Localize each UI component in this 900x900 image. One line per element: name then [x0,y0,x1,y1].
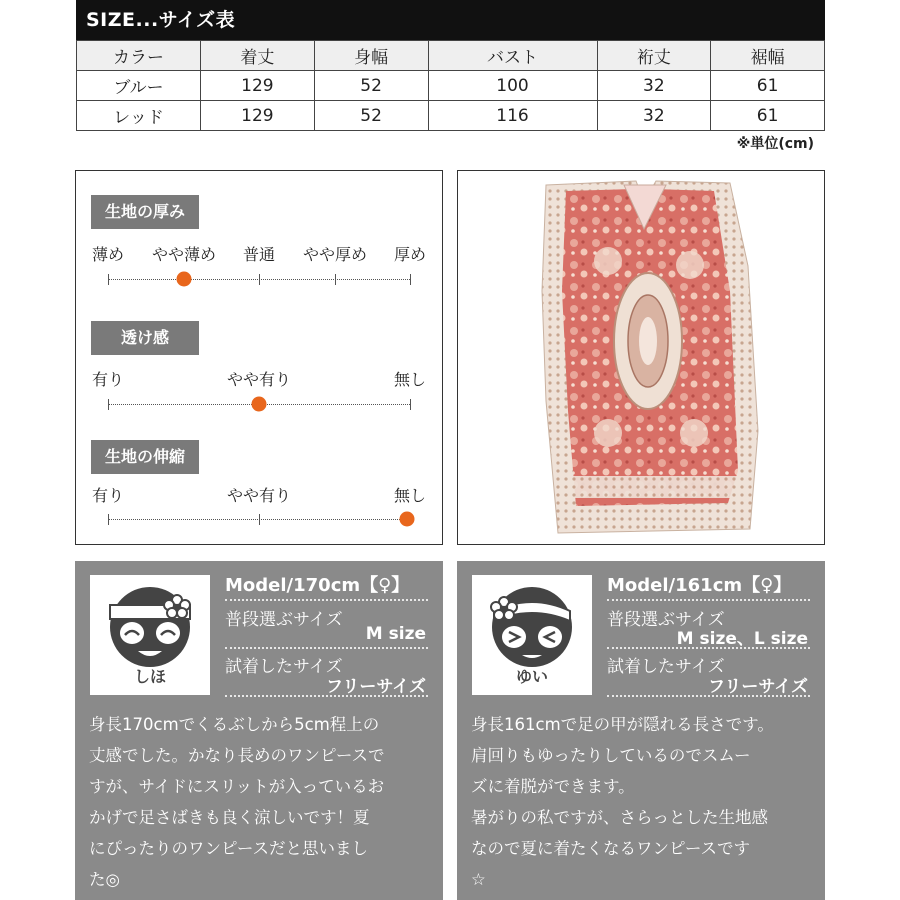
scale-tick [410,274,411,285]
divider [607,599,810,601]
sheerness-label: 透け感 [91,321,199,355]
comment-line: ☆ [471,870,486,889]
comment-line: 暑がりの私ですが、さらっとした生地感 [471,808,768,827]
model-comment [89,709,433,895]
table-cell: 52 [314,71,428,101]
table-cell: 32 [597,101,711,131]
comment-line: た◎ [89,870,120,889]
model-face-icon [90,575,210,675]
scale-word: 有り [91,370,125,389]
scale-word: 普通 [242,245,276,264]
table-cell: 116 [428,101,597,131]
fabric-properties-panel [75,170,443,545]
size-table [76,40,825,131]
scale-word: 厚め [393,245,427,264]
model-face-icon [472,575,592,675]
thickness-indicator-dot [177,272,192,287]
usual-size-label: 普段選ぶサイズ [607,610,725,630]
divider [225,599,428,601]
scale-word: やや薄め [151,245,217,264]
scale-word: やや厚め [302,245,368,264]
scale-tick [335,274,336,285]
thickness-label: 生地の厚み [91,195,199,229]
tried-size-label: 試着したサイズ [225,657,343,677]
header-cell: 裾幅 [711,41,825,71]
header-cell: 裄丈 [597,41,711,71]
header-cell: カラー [77,41,201,71]
comment-line: かげで足さばきも良く涼しいです！夏 [89,808,370,827]
model-title: Model/170cm【♀】 [225,575,410,596]
comment-line: すが、サイドにスリットが入っているお [89,777,385,796]
size-table-header-row [77,41,825,71]
sheerness-indicator-dot [252,397,267,412]
avatar [472,575,592,695]
comment-line: なので夏に着たくなるワンピースです [471,839,751,858]
model-comment [471,709,815,895]
usual-size-value: M size、L size [676,629,808,649]
scale-word: やや有り [226,370,292,389]
table-cell: ブルー [77,71,201,101]
unit-note: ※単位(cm) [736,136,814,152]
comment-line: ズに着脱ができます。 [471,777,635,796]
table-cell: 61 [711,71,825,101]
scale-tick [259,514,260,525]
product-image [457,170,825,545]
table-cell: 129 [201,101,315,131]
comment-line: にぴったりのワンピースだと思いまし [89,839,369,858]
divider [225,695,428,697]
header-cell: 着丈 [201,41,315,71]
stretch-label: 生地の伸縮 [91,440,199,474]
size-chart-title: SIZE...サイズ表 [76,0,825,40]
scale-tick [108,274,109,285]
scale-tick [259,274,260,285]
tried-size-value: フリーサイズ [708,677,808,697]
table-cell: 61 [711,101,825,131]
comment-line: 身長161cmで足の甲が隠れる長さです。 [471,715,774,734]
tried-size-label: 試着したサイズ [607,657,725,677]
table-cell: 52 [314,101,428,131]
model-name: ゆい [515,667,548,686]
usual-size-label: 普段選ぶサイズ [225,610,343,630]
tried-size-value: フリーサイズ [326,677,426,697]
table-row [77,71,825,101]
scale-tick [108,399,109,410]
model-card-yui [457,561,825,900]
header-cell: 身幅 [314,41,428,71]
table-cell: レッド [77,101,201,131]
table-cell: 129 [201,71,315,101]
comment-line: 肩回りもゆったりしているのでスムー [471,746,751,765]
comment-line: 身長170cmでくるぶしから5cm程上の [89,715,380,734]
header-cell: バスト [428,41,597,71]
usual-size-value: M size [365,624,426,644]
model-card-shiho [75,561,443,900]
divider [607,647,810,649]
model-name: しほ [133,667,166,686]
table-cell: 100 [428,71,597,101]
scale-word: やや有り [226,486,292,505]
scale-word: 有り [91,486,125,505]
divider [225,647,428,649]
table-row [77,101,825,131]
scale-tick [108,514,109,525]
stretch-indicator-dot [400,512,415,527]
scale-word: 無し [393,486,427,505]
scale-word: 無し [393,370,427,389]
avatar [90,575,210,695]
model-title: Model/161cm【♀】 [607,575,792,596]
comment-line: 丈感でした。かなり長めのワンピースで [89,746,385,765]
dress-illustration [458,171,825,545]
scale-tick [410,399,411,410]
scale-word: 薄め [91,245,125,264]
divider [607,695,810,697]
table-cell: 32 [597,71,711,101]
